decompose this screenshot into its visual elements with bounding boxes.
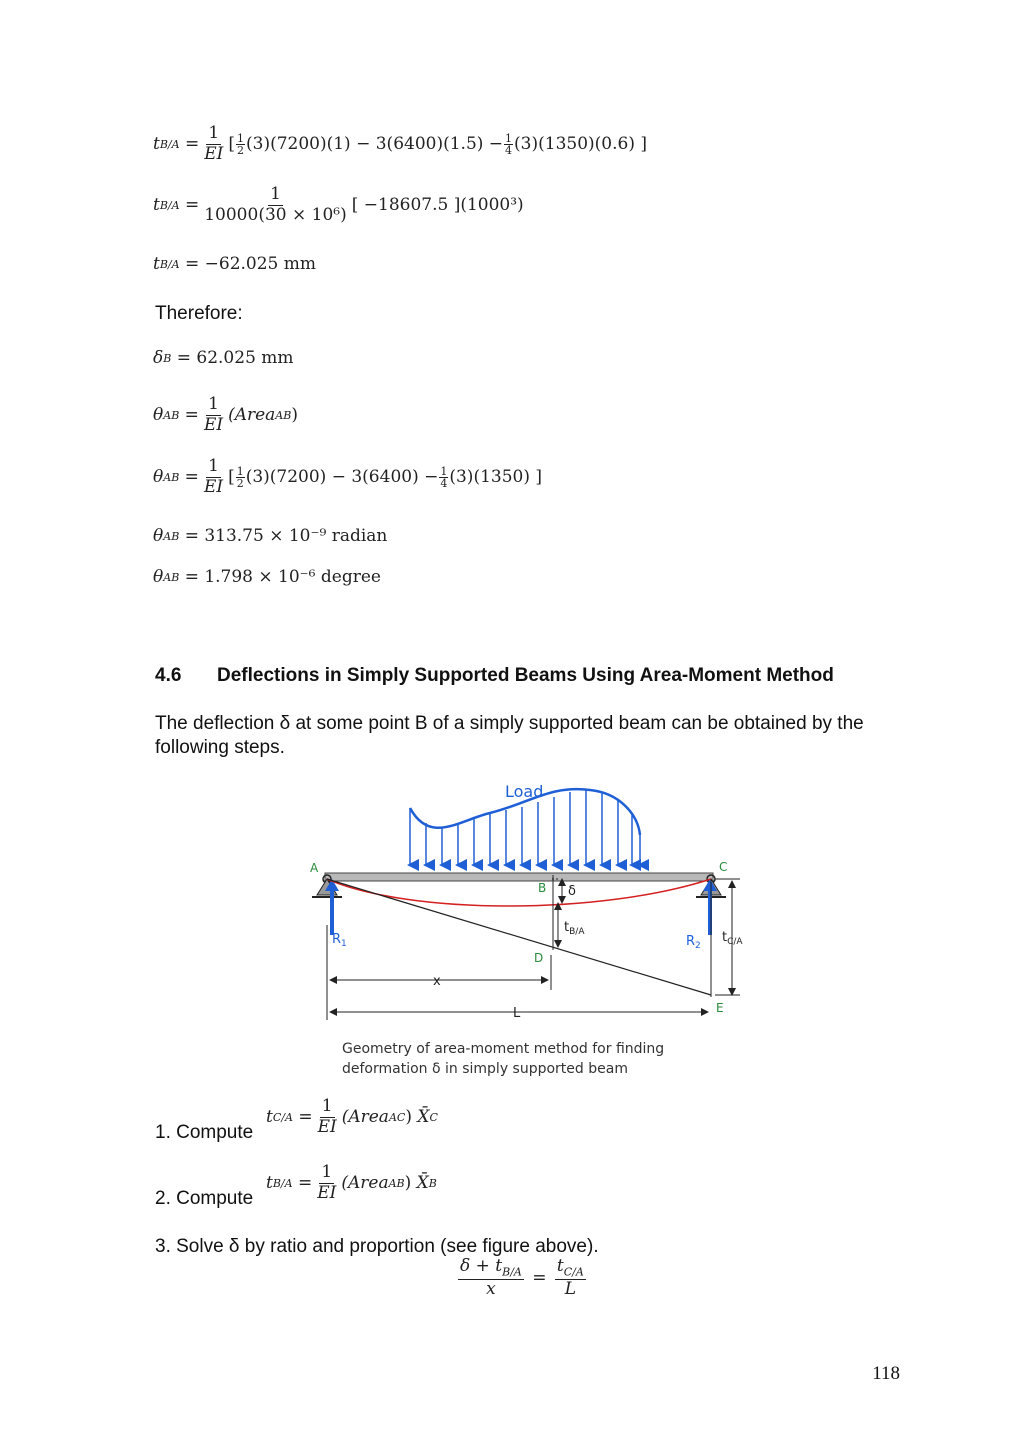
- label-e: E: [716, 1001, 724, 1015]
- equation-theta-4: θ AB = 1.798 × 10⁻⁶ degree: [153, 567, 381, 587]
- label-tba: $t_{B/A}$: [564, 920, 585, 937]
- figure-caption-line2: deformation δ in simply supported beam: [342, 1061, 628, 1077]
- elastic-curve: [327, 879, 711, 906]
- equation-tca-step: t C/A = $\frac{1}{EI}$ (Area AC ) X̄ C: [266, 1096, 438, 1137]
- tangent-line: [327, 879, 711, 995]
- therefore-text: Therefore:: [155, 303, 243, 324]
- step-3-text: 3. Solve δ by ratio and proportion (see figure above).: [155, 1236, 599, 1257]
- equation-theta-1: θ AB = $\frac{1}{EI}$ (Area AB ): [153, 394, 298, 435]
- beam-diagram: [300, 775, 760, 1085]
- label-tca: $t_{C/A}$: [722, 930, 743, 947]
- label-x: x: [433, 974, 441, 989]
- load-label: Load: [505, 782, 544, 801]
- page-number: 118: [872, 1363, 900, 1384]
- equation-tba-2: t B/A = $\frac{1}{\text{10000(30 × 10⁶)}}$ [ −18607.5 ](1000³): [153, 184, 524, 225]
- equation-tba-1: t B/A = $\frac{1}{EI}$ [ 1 2 (3)(7200)(1) − 3(6400)(1.5) − $\frac{1}{4}$ (3)(1350)(0.6) ]: [153, 123, 647, 164]
- label-a: A: [310, 861, 319, 875]
- equation-theta-3: θ AB = 313.75 × 10⁻⁹ radian: [153, 526, 388, 546]
- equation-theta-2: θ AB = $\frac{1}{EI}$ [ 1 2 (3)(7200) − 3(6400) − $\frac{1}{4}$ (3)(1350) ]: [153, 456, 543, 497]
- fraction: $\frac{1}{EI}$: [204, 123, 224, 164]
- section-number: 4.6: [155, 665, 182, 686]
- step-1-text: 1. Compute: [155, 1122, 254, 1143]
- label-r1: $R_1$: [332, 932, 347, 949]
- equation-ratio: $\frac{\delta + t_{B/A}}{x}$ = $\frac{t_{C/A}}{L}$: [460, 1256, 584, 1299]
- intro-paragraph: The deflection δ at some point B of a simply supported beam can be obtained by the following steps.: [155, 713, 864, 758]
- label-c: C: [719, 860, 728, 874]
- step-2-text: 2. Compute: [155, 1188, 254, 1209]
- beam: [325, 873, 713, 881]
- equation-delta-b: δ B = 62.025 mm: [153, 348, 294, 368]
- section-title: Deflections in Simply Supported Beams Using Area-Moment Method: [217, 665, 834, 686]
- label-delta: δ: [568, 884, 576, 899]
- equation-tba-3: t B/A = −62.025 mm: [153, 254, 317, 274]
- beam-figure: [300, 775, 760, 1085]
- equation-tba-step: t B/A = $\frac{1}{EI}$ (Area AB ) X̄ B: [266, 1162, 437, 1203]
- label-b: B: [538, 881, 547, 895]
- label-l: L: [513, 1006, 521, 1021]
- figure-caption-line1: Geometry of area-moment method for finding: [342, 1041, 665, 1057]
- label-r2: $R_2$: [686, 934, 701, 951]
- section-heading: [155, 665, 834, 687]
- label-d: D: [534, 951, 544, 965]
